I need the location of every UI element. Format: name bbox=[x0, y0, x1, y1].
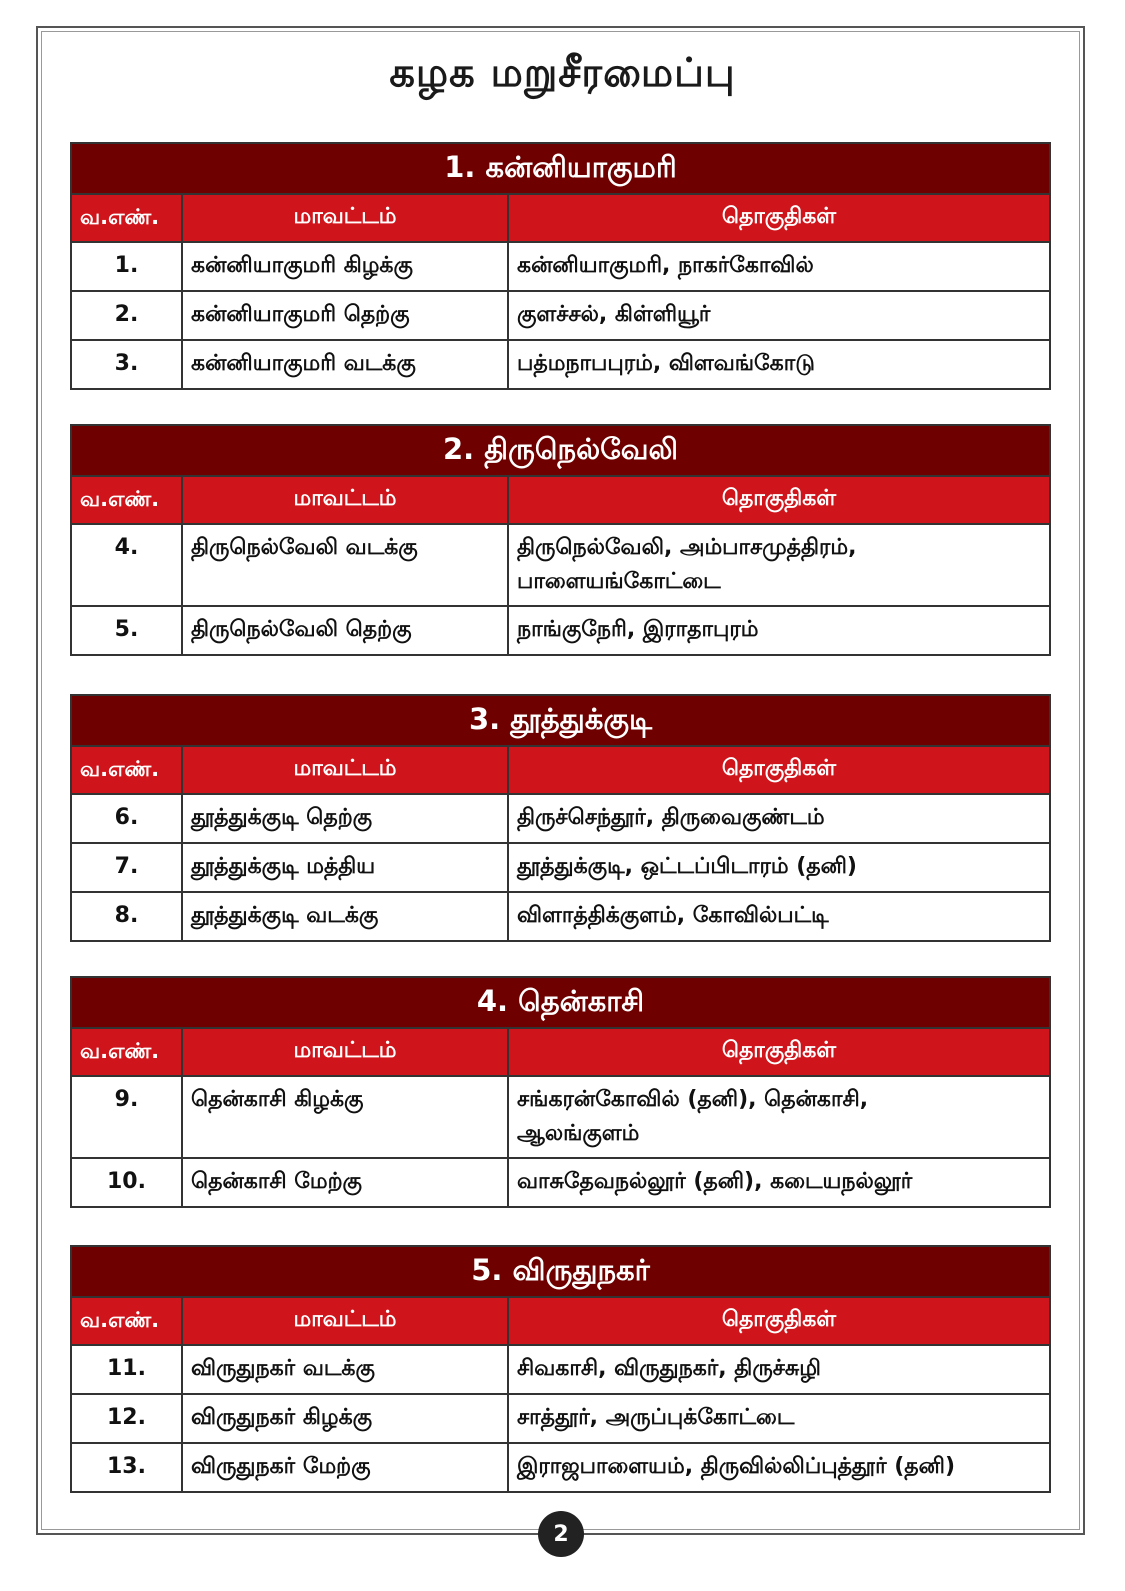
table-row bbox=[72, 1393, 1049, 1442]
col-constituencies: தொகுதிகள் bbox=[721, 1307, 837, 1332]
row-serial: 7. bbox=[72, 844, 183, 891]
col-constituencies: தொகுதிகள் bbox=[721, 486, 837, 511]
column-header-row bbox=[72, 475, 1049, 523]
col-serial: வ.எண். bbox=[72, 747, 183, 793]
section-virudhunagar bbox=[70, 1245, 1051, 1493]
table-row bbox=[72, 842, 1049, 891]
row-serial: 8. bbox=[72, 893, 183, 940]
page-title: கழக மறுசீரமைப்பு bbox=[389, 50, 736, 96]
row-district: கன்னியாகுமரி வடக்கு bbox=[183, 341, 509, 388]
section-heading: 1. கன்னியாகுமரி bbox=[72, 144, 1049, 193]
table-row bbox=[72, 290, 1049, 339]
table-row bbox=[72, 339, 1049, 388]
row-constituencies: இராஜபாளையம், திருவில்லிப்புத்தூர் (தனி) bbox=[517, 1454, 956, 1479]
row-constituencies: திருச்செந்தூர், திருவைகுண்டம் bbox=[517, 805, 825, 830]
row-constituencies: வாசுதேவநல்லூர் (தனி), கடையநல்லூர் bbox=[517, 1169, 913, 1194]
table-row bbox=[72, 793, 1049, 842]
table-row bbox=[72, 1157, 1049, 1206]
row-constituencies: சாத்தூர், அருப்புக்கோட்டை bbox=[517, 1405, 795, 1430]
row-serial: 5. bbox=[72, 607, 183, 654]
row-district: தூத்துக்குடி மத்திய bbox=[183, 844, 509, 891]
row-constituencies: விளாத்திக்குளம், கோவில்பட்டி bbox=[517, 903, 829, 928]
section-kanniyakumari bbox=[70, 142, 1051, 390]
table-row bbox=[72, 605, 1049, 654]
column-header-row bbox=[72, 193, 1049, 241]
row-constituencies: குளச்சல், கிள்ளியூர் bbox=[517, 302, 711, 327]
col-district: மாவட்டம் bbox=[183, 477, 509, 523]
table-row bbox=[72, 241, 1049, 290]
column-header-row bbox=[72, 1027, 1049, 1075]
section-thoothukudi bbox=[70, 694, 1051, 942]
row-constituencies: சிவகாசி, விருதுநகர், திருச்சுழி bbox=[517, 1356, 821, 1381]
row-constituencies: தூத்துக்குடி, ஒட்டப்பிடாரம் (தனி) bbox=[517, 854, 857, 879]
section-tenkasi bbox=[70, 976, 1051, 1208]
row-serial: 11. bbox=[72, 1346, 183, 1393]
row-district: தென்காசி கிழக்கு bbox=[183, 1077, 509, 1157]
table-row bbox=[72, 523, 1049, 605]
row-serial: 12. bbox=[72, 1395, 183, 1442]
section-heading: 4. தென்காசி bbox=[72, 978, 1049, 1027]
table-row bbox=[72, 891, 1049, 940]
col-district: மாவட்டம் bbox=[183, 747, 509, 793]
col-serial: வ.எண். bbox=[72, 1298, 183, 1344]
col-district: மாவட்டம் bbox=[183, 1029, 509, 1075]
row-serial: 2. bbox=[72, 292, 183, 339]
col-constituencies: தொகுதிகள் bbox=[721, 756, 837, 781]
col-serial: வ.எண். bbox=[72, 477, 183, 523]
section-tirunelveli bbox=[70, 424, 1051, 656]
row-district: விருதுநகர் மேற்கு bbox=[183, 1444, 509, 1491]
table-row bbox=[72, 1075, 1049, 1157]
column-header-row bbox=[72, 1296, 1049, 1344]
section-heading: 2. திருநெல்வேலி bbox=[72, 426, 1049, 475]
row-serial: 6. bbox=[72, 795, 183, 842]
row-constituencies: திருநெல்வேலி, அம்பாசமுத்திரம், பாளையங்கோட்டை bbox=[517, 535, 857, 594]
col-constituencies: தொகுதிகள் bbox=[721, 1038, 837, 1063]
section-heading: 3. தூத்துக்குடி bbox=[72, 696, 1049, 745]
row-serial: 10. bbox=[72, 1159, 183, 1206]
row-serial: 3. bbox=[72, 341, 183, 388]
row-district: தூத்துக்குடி வடக்கு bbox=[183, 893, 509, 940]
row-district: திருநெல்வேலி தெற்கு bbox=[183, 607, 509, 654]
column-header-row bbox=[72, 745, 1049, 793]
row-district: தென்காசி மேற்கு bbox=[183, 1159, 509, 1206]
page-number-badge: 2 bbox=[538, 1511, 584, 1557]
row-district: திருநெல்வேலி வடக்கு bbox=[183, 525, 509, 605]
row-constituencies: பத்மநாபபுரம், விளவங்கோடு bbox=[517, 351, 815, 376]
table-row bbox=[72, 1442, 1049, 1491]
col-district: மாவட்டம் bbox=[183, 195, 509, 241]
col-district: மாவட்டம் bbox=[183, 1298, 509, 1344]
row-district: விருதுநகர் வடக்கு bbox=[183, 1346, 509, 1393]
row-district: தூத்துக்குடி தெற்கு bbox=[183, 795, 509, 842]
col-serial: வ.எண். bbox=[72, 195, 183, 241]
row-serial: 13. bbox=[72, 1444, 183, 1491]
row-constituencies: சங்கரன்கோவில் (தனி), தென்காசி, ஆலங்குளம் bbox=[517, 1087, 869, 1146]
col-constituencies: தொகுதிகள் bbox=[721, 204, 837, 229]
row-serial: 9. bbox=[72, 1077, 183, 1157]
row-serial: 4. bbox=[72, 525, 183, 605]
row-district: கன்னியாகுமரி தெற்கு bbox=[183, 292, 509, 339]
table-row bbox=[72, 1344, 1049, 1393]
col-serial: வ.எண். bbox=[72, 1029, 183, 1075]
row-constituencies: கன்னியாகுமரி, நாகர்கோவில் bbox=[517, 253, 814, 278]
section-heading: 5. விருதுநகர் bbox=[72, 1247, 1049, 1296]
row-constituencies: நாங்குநேரி, இராதாபுரம் bbox=[517, 617, 759, 642]
row-district: கன்னியாகுமரி கிழக்கு bbox=[183, 243, 509, 290]
row-serial: 1. bbox=[72, 243, 183, 290]
row-district: விருதுநகர் கிழக்கு bbox=[183, 1395, 509, 1442]
